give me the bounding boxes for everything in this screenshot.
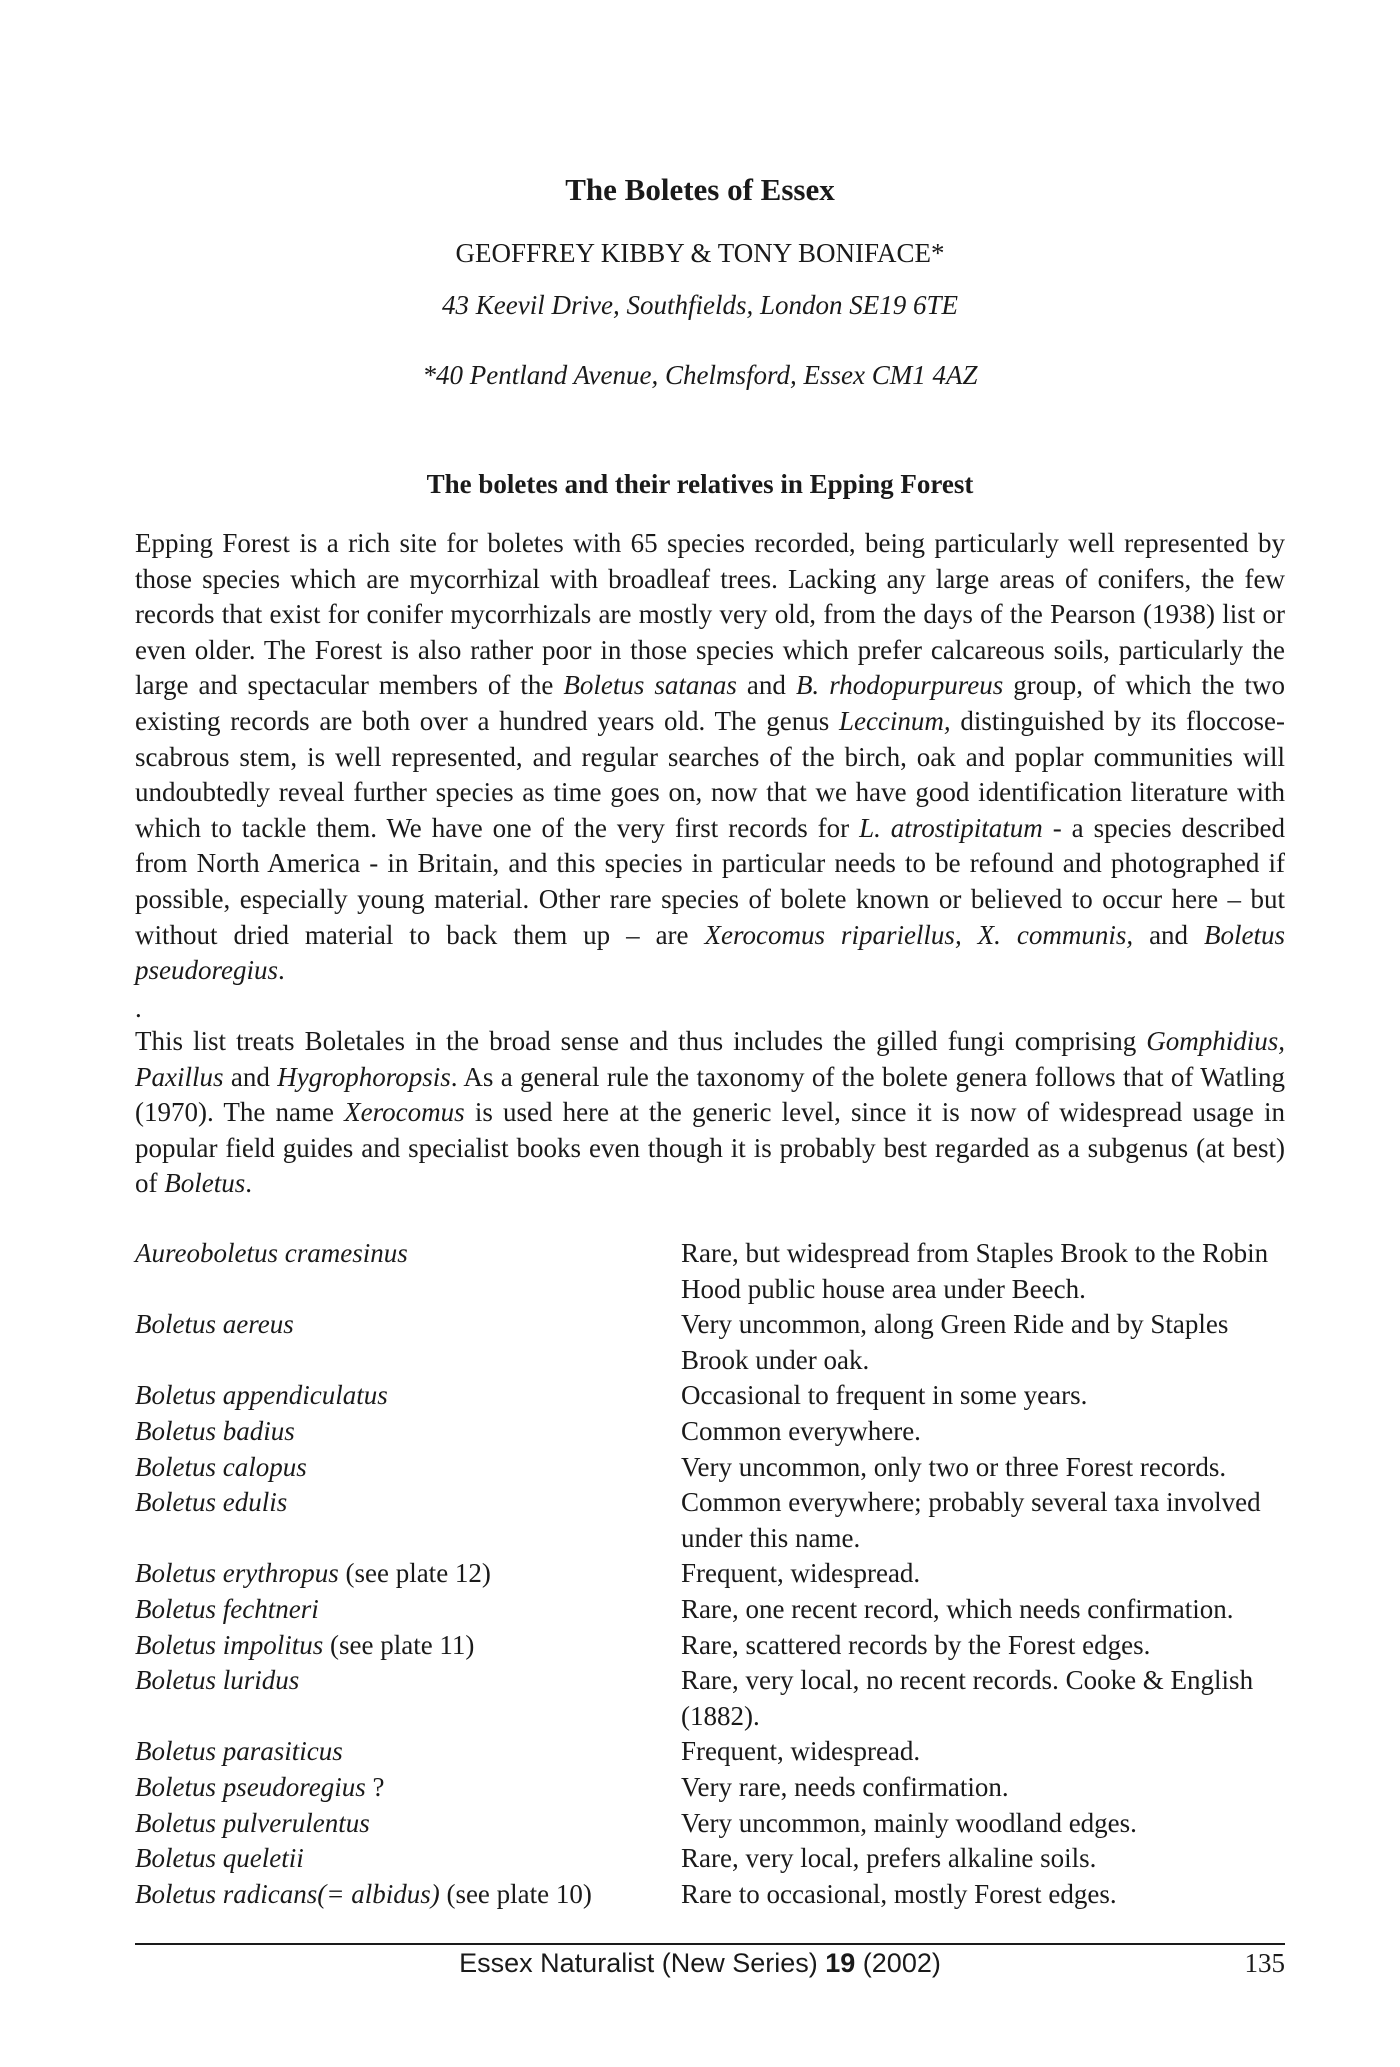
footer-rule	[135, 1943, 1285, 1945]
text-run: This list treats Boletales in the broad sense and thus includes the gilled fungi comprising	[135, 1026, 1147, 1056]
species-row	[135, 1734, 1300, 1770]
species-description: Common everywhere; probably several taxa involved under this name.	[681, 1487, 1261, 1553]
species-name: Boletus calopus	[135, 1451, 307, 1482]
taxon-name: Hygrophoropsis	[277, 1061, 451, 1092]
species-name: Boletus aereus	[135, 1309, 294, 1340]
species-description: Rare, very local, no recent records. Cooke & English (1882).	[681, 1665, 1254, 1731]
text-run: Epping Forest is a rich site for boletes with 65 species recorded, being particularly well represented by those species which are mycorrhizal with broadleaf trees. Lacking any large areas of conifers, the few records that exist for conifer mycorrhizals are mostly very old, from the days of the Pearson (1938) list or even older. The Forest is also rather poor in those species which prefer calcareous soils, particularly the large and spectacular members of the	[135, 528, 1285, 701]
species-name: Aureoboletus cramesinus	[135, 1238, 408, 1268]
taxon-name: Xerocomus ripariellus, X. communis,	[704, 919, 1134, 950]
species-list	[135, 1236, 1300, 1912]
species-row	[135, 1307, 1300, 1378]
species-row	[135, 1592, 1300, 1628]
species-description: Rare, but widespread from Staples Brook to the Robin Hood public house area under Beech.	[681, 1238, 1269, 1304]
author-names: GEOFFREY KIBBY & TONY BONIFACE*	[455, 238, 945, 268]
species-name: Boletus pseudoregius ?	[135, 1771, 385, 1802]
species-description: Rare, very local, prefers alkaline soils.	[681, 1843, 1097, 1874]
species-row	[135, 1378, 1300, 1414]
text-run: distinguished by its floccose-scabrous stem, is well represented, and regular searches of the birch, oak and poplar communities will undoubtedly reveal further species as time goes on, now that we have good identification literature with which to tackle them. We have one of the very first records for	[135, 705, 1286, 843]
species-description: Frequent, widespread.	[681, 1558, 921, 1589]
taxon-name: Boletus	[164, 1168, 246, 1199]
species-name: Boletus pulverulentus	[135, 1807, 370, 1838]
text-run: and	[736, 670, 796, 701]
taxonomy-paragraph	[135, 1024, 1285, 1202]
species-row	[135, 1841, 1300, 1877]
species-name: Boletus luridus	[135, 1665, 300, 1696]
text-run: .	[245, 1168, 252, 1199]
taxon-name: Xerocomus	[344, 1097, 465, 1128]
author-address-1: 43 Keevil Drive, Southfields, London SE19 6TE	[442, 290, 958, 320]
intro-paragraph	[135, 526, 1285, 989]
species-description: Very uncommon, only two or three Forest records.	[681, 1451, 1227, 1482]
species-description: Rare, one recent record, which needs confirmation.	[681, 1593, 1234, 1624]
species-name: Boletus erythropus (see plate 12)	[135, 1558, 491, 1589]
article-title: The Boletes of Essex	[565, 172, 835, 207]
species-row	[135, 1877, 1300, 1913]
species-description: Common everywhere.	[681, 1415, 921, 1446]
species-row	[135, 1450, 1300, 1486]
species-name: Boletus impolitus (see plate 11)	[135, 1629, 475, 1660]
text-run: . As a general rule the taxonomy of the bolete genera follows that of Watling (1970). The name	[135, 1061, 1286, 1128]
species-name: Boletus edulis	[135, 1487, 288, 1518]
text-run: .	[278, 955, 285, 986]
species-row	[135, 1663, 1300, 1734]
species-row	[135, 1806, 1300, 1842]
species-name: Boletus badius	[135, 1415, 295, 1446]
taxon-name: L. atrostipitatum	[859, 812, 1043, 843]
species-name: Boletus queletii	[135, 1843, 304, 1874]
journal-name: Essex Naturalist (New Series)	[459, 1948, 826, 1978]
species-description: Occasional to frequent in some years.	[681, 1380, 1088, 1411]
species-row	[135, 1628, 1300, 1664]
species-name: Boletus parasiticus	[135, 1736, 343, 1767]
species-name: Boletus appendiculatus	[135, 1380, 388, 1411]
species-row	[135, 1556, 1300, 1592]
text-run: - a species described from North America - in Britain, and this species in particular needs to be refound and photographed if possible, especially young material. Other rare species of bolete known or believed to occur here – but without dried material to back them up – are	[135, 812, 1285, 950]
species-row	[135, 1770, 1300, 1806]
species-description: Very uncommon, mainly woodland edges.	[681, 1807, 1137, 1838]
author-address-2: *40 Pentland Avenue, Chelmsford, Essex CM1 4AZ	[422, 360, 978, 390]
species-description: Rare to occasional, mostly Forest edges.	[681, 1878, 1117, 1909]
journal-year: (2002)	[855, 1948, 941, 1978]
species-row	[135, 1485, 1300, 1556]
page-number: 135	[1244, 1948, 1285, 1978]
taxon-name: Boletus satanas	[563, 670, 737, 701]
species-row	[135, 1236, 1300, 1307]
species-description: Very uncommon, along Green Ride and by Staples Brook under oak.	[681, 1309, 1229, 1375]
species-description: Very rare, needs confirmation.	[681, 1771, 1009, 1802]
text-run: group, of which the two existing records are both over a hundred years old. The genus	[135, 670, 1285, 736]
stray-dot: .	[135, 993, 142, 1023]
taxon-name: Gomphidius, Paxillus	[135, 1026, 1285, 1092]
taxon-name: B. rhodopurpureus	[795, 670, 1004, 701]
species-description: Frequent, widespread.	[681, 1736, 921, 1767]
text-run: and	[223, 1061, 278, 1092]
journal-footer	[0, 1948, 1400, 1979]
species-description: Rare, scattered records by the Forest edges.	[681, 1629, 1151, 1660]
species-name: Boletus radicans(= albidus) (see plate 10)	[135, 1878, 592, 1909]
taxon-name: Leccinum,	[838, 705, 951, 736]
taxon-name: Boletus pseudoregius	[135, 919, 1286, 986]
section-heading: The boletes and their relatives in Epping Forest	[426, 469, 974, 499]
text-run: and	[1133, 919, 1205, 950]
species-name: Boletus fechtneri	[135, 1593, 319, 1624]
volume-number: 19	[825, 1948, 856, 1978]
species-row	[135, 1414, 1300, 1450]
text-run: is used here at the generic level, since it is now of widespread usage in popular field guides and specialist books even though it is probably best regarded as a subgenus (at best) of	[135, 1097, 1285, 1199]
